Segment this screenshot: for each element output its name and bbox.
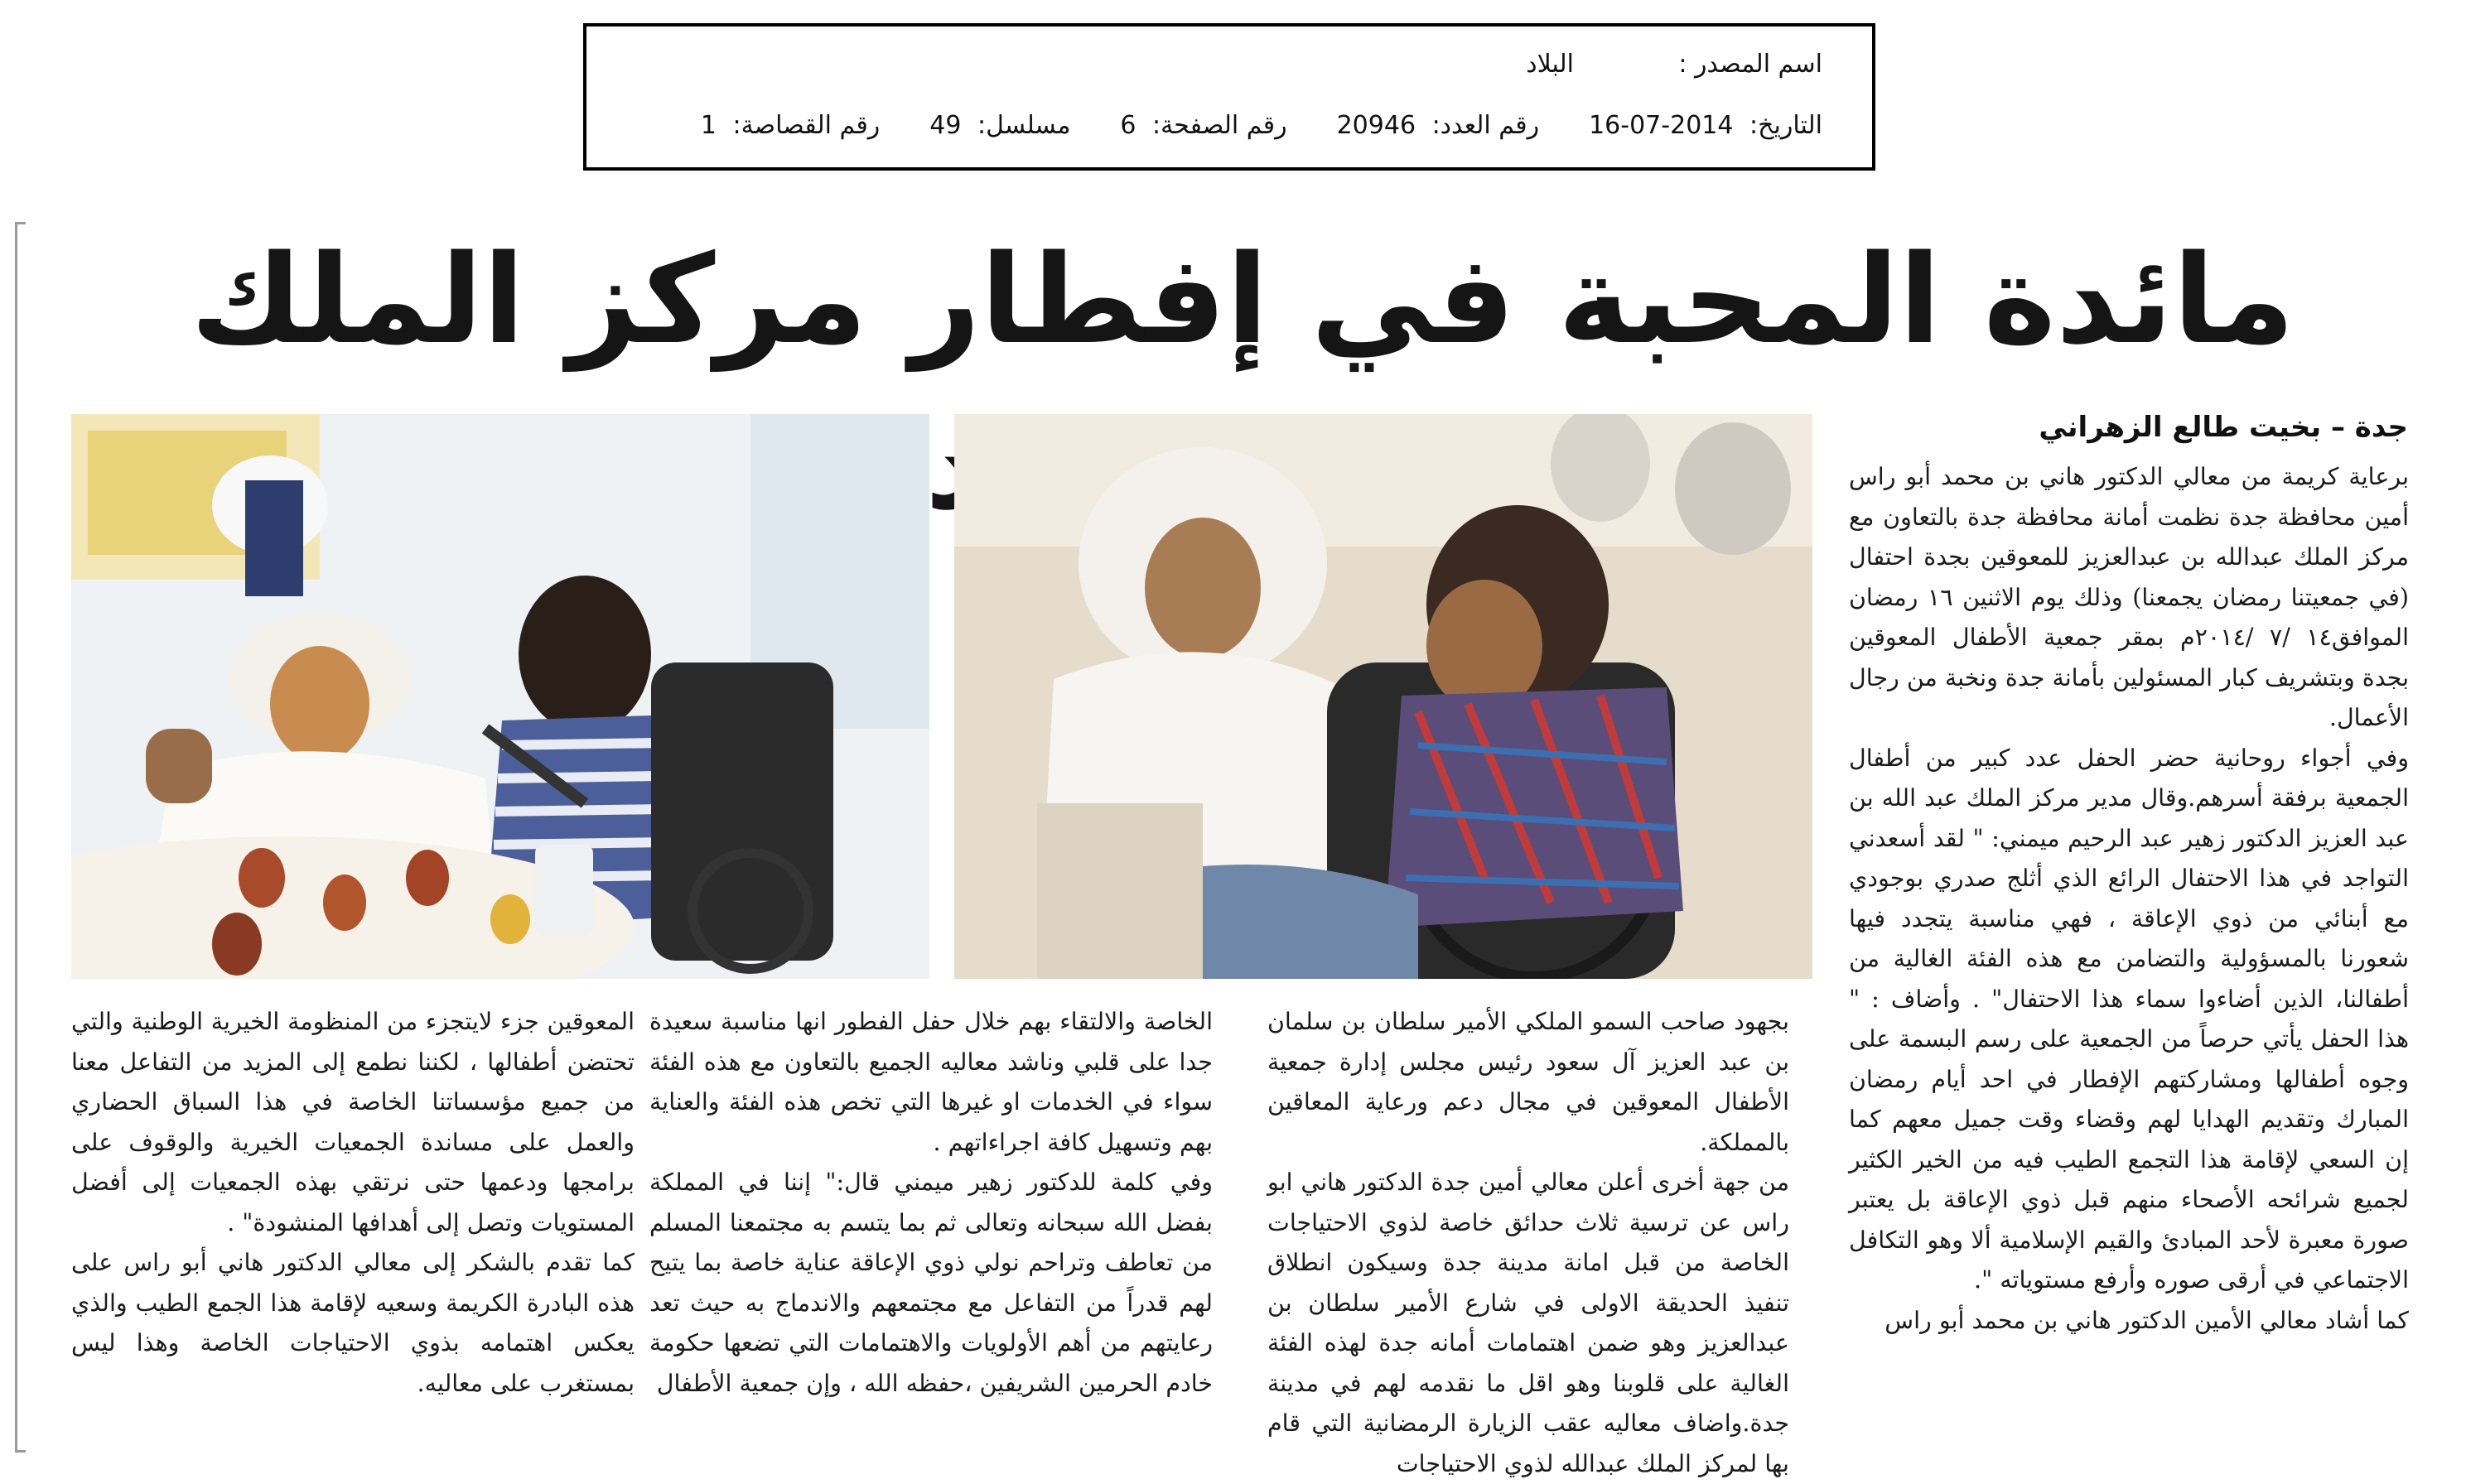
photo-boy-wheelchair-illustration [954, 414, 1812, 979]
article-column-1 [1267, 1002, 1789, 1484]
page-margin-bracket [15, 222, 26, 1453]
paragraph: من جهة أخرى أعلن معالي أمين جدة الدكتور هاني ابو راس عن ترسية ثلاث حدائق خاصة لذوي الاحتياجات الخاصة من قبل امانة مدينة جدة وسيكون انطلاق تنفيذ الحديقة الاولى في شارع الأمير سلطان بن عبدالعزيز وهو ضمن اهتمامات أمانه جدة لهذه الفئة الغالية على قلوبنا وهو اقل ما نقدمه لهم في مدينة جدة.واضاف معاليه عقب الزيارة الرمضانية التي قام بها لمركز الملك عبدالله لذوي الاحتياجات [1267, 1168, 1789, 1477]
paragraph: برعاية كريمة من معالي الدكتور هاني بن محمد أبو راس أمين محافظة جدة نظمت أمانة محافظة جدة بالتعاون مع مركز الملك عبدالله بن عبدالعزيز للمعوقين بجدة احتفال (في جمعيتنا رمضان يجمعنا) وذلك يوم الاثنين ١٦ رمضان الموافق١٤ /٧ /٢٠١٤م بمقر جمعية الأطفال المعوقين بجدة وبتشريف كبار المسئولين بأمانة جدة ونخبة من رجال الأعمال. [1849, 463, 2410, 731]
clip-value: 1 [700, 111, 717, 140]
paragraph: المعوقين جزء لايتجزء من المنظومة الخيرية الوطنية والتي تحتضن أطفالها ، لكننا نطمع إلى المزيد من التفاعل معنا من جميع مؤسساتنا الخاصة في هذا السباق الحضاري والعمل على مساندة الجمعيات الخيرية والوقوف على برامجها ودعمها حتى نرتقي بهذه الجمعيات إلى أفضل المستويات وتصل إلى أهدافها المنشودة" . [71, 1008, 635, 1236]
paragraph: وفي أجواء روحانية حضر الحفل عدد كبير من أطفال الجمعية برفقة أسرهم.وقال مدير مركز الملك عبد الله بن عبد العزيز الدكتور زهير عبد الرحيم ميمني: " لقد أسعدني التواجد في هذا الاحتفال الرائع الذي أثلج صدري بوجودي مع أبنائي من ذوي الإعاقة ، فهي مناسبة يتجدد فيها شعورنا بالمسؤولية والتضامن مع هذه الفئة الغالية من أطفالنا، الذين أضاءوا سماء هذا الاحتفال" . وأضاف : " هذا الحفل يأتي حرصاً من الجمعية على رسم البسمة على وجوه أطفالها ومشاركتهم الإفطار في احد أيام رمضان المبارك وتقديم الهدايا لهم وقضاء وقت جميل معهم كما إن السعي لإقامة هذا التجمع الطيب فيه من الخير الكثير لجميع شرائحه الأصحاء منهم قبل ذوي الإعاقة بل يعتبر صورة معبرة لأحد المبادئ والقيم الإسلامية ألا وهو التكافل الاجتماعي في أرقى صوره وأرفع مستوياته ". [1849, 744, 2409, 1294]
clip-details-row [701, 111, 1822, 140]
photo-boy-wheelchair [954, 414, 1812, 979]
paragraph: كما أشاد معالي الأمين الدكتور هاني بن محمد أبو راس [1884, 1306, 2409, 1334]
date-value: 2014-07-16 [1589, 111, 1734, 140]
clip-field [701, 111, 880, 140]
paragraph: بجهود صاحب السمو الملكي الأمير سلطان بن سلمان بن عبد العزيز آل سعود رئيس مجلس إدارة جمعية الأطفال المعوقين في مجال دعم ورعاية المعاقين بالمملكة. [1267, 1008, 1789, 1156]
paragraph: وفي كلمة للدكتور زهير ميمني قال:" إننا في المملكة بفضل الله سبحانه وتعالى ثم بما يتسم به مجتمعنا المسلم من تعاطف وتراحم نولي ذوي الإعاقة عناية خاصة بما يتيح لهم قدراً من التفاعل مع مجتمعهم والاندماج به حيث تعد رعايتهم من أهم الأولويات والاهتمامات التي تضعها حكومة خادم الحرمين الشريفين ،حفظه الله ، وإن جمعية الأطفال [649, 1168, 1213, 1397]
article-byline: جدة – بخيت طالع الزهراني [2039, 411, 2408, 444]
source-row [1526, 50, 1822, 79]
page-field [1120, 111, 1286, 140]
issue-field [1337, 111, 1539, 140]
article-column-3 [71, 1002, 635, 1404]
page-label: رقم الصفحة: [1152, 111, 1287, 140]
article-headline: مائدة المحبة في إفطار مركز الملك [190, 229, 2295, 371]
source-info-box [583, 23, 1875, 171]
issue-label: رقم العدد: [1431, 111, 1540, 140]
photo-microphone-interview [71, 414, 929, 979]
page-value: 6 [1120, 111, 1136, 140]
clip-label: رقم القصاصة: [732, 111, 881, 140]
serial-field [929, 111, 1070, 140]
photo-microphone-interview-illustration [71, 414, 929, 979]
date-label: التاريخ: [1749, 111, 1822, 140]
paragraph: الخاصة والالتقاء بهم خلال حفل الفطور انها مناسبة سعيدة جدا على قلبي وناشد معاليه الجميع بالتعاون مع هذه الفئة سواء في الخدمات او غيرها التي تخص هذه الفئة والعناية بهم وتسهيل كافة اجراءاتهم . [649, 1008, 1213, 1156]
article-column-2 [649, 1002, 1213, 1404]
issue-value: 20946 [1336, 111, 1416, 140]
paragraph: كما تقدم بالشكر إلى معالي الدكتور هاني أبو راس على هذه البادرة الكريمة وسعيه لإقامة هذا الجمع الطيب والذي يعكس اهتمامه بذوي الاحتياجات الخاصة وهذا ليس بمستغرب على معاليه. [71, 1249, 635, 1397]
source-label: اسم المصدر : [1678, 50, 1822, 79]
source-value: البلاد [1526, 50, 1574, 79]
serial-value: 49 [929, 111, 962, 140]
date-field [1589, 111, 1822, 140]
serial-label: مسلسل: [977, 111, 1071, 140]
right-article-column [1849, 457, 2409, 1341]
